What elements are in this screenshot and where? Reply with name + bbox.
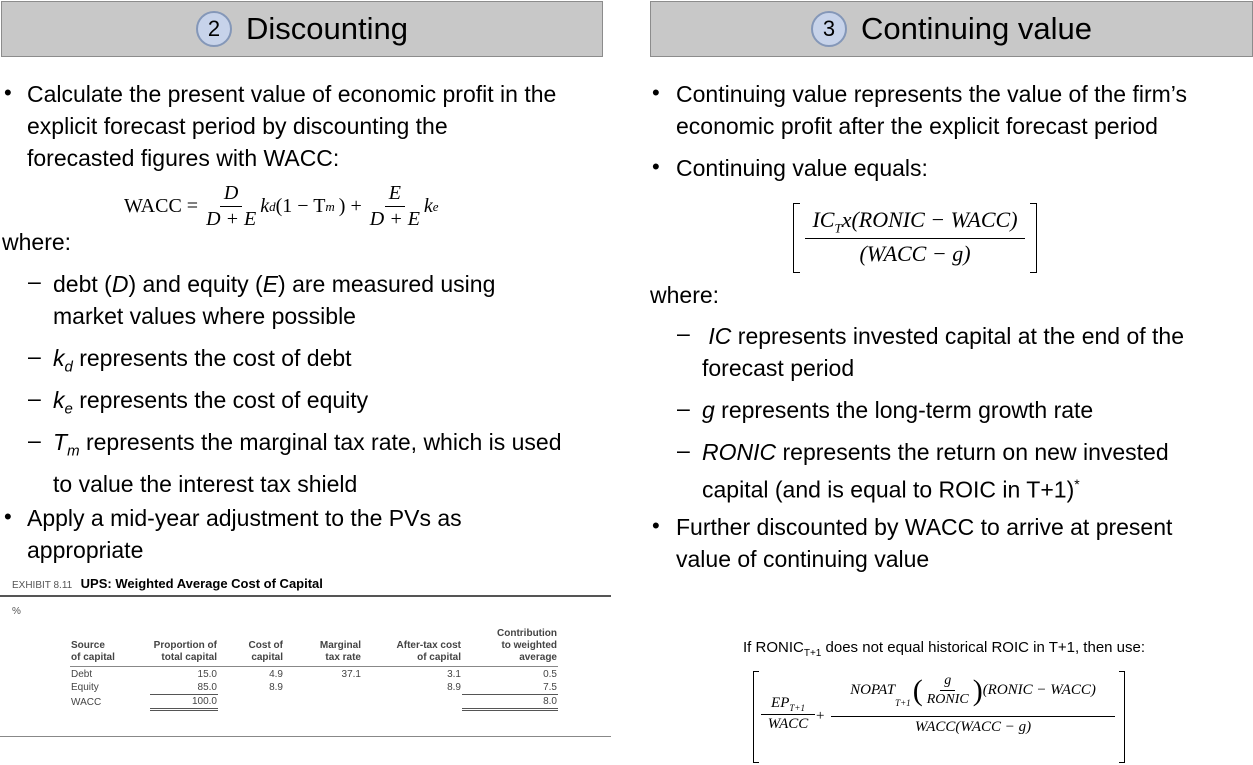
right-bracket	[1030, 203, 1037, 273]
table-cell: 7.5	[462, 681, 558, 695]
text-span: E	[262, 271, 279, 297]
left-bracket	[793, 203, 800, 273]
right-bullet-2: Continuing value equals:	[676, 155, 928, 181]
text-line: appropriate	[27, 537, 144, 563]
table-cell: Equity	[71, 682, 99, 694]
header-cell-line: Proportion of	[153, 640, 217, 651]
table-cell: 8.9	[447, 682, 461, 694]
left-dash-3	[53, 384, 368, 426]
kd-symbol: k	[260, 195, 270, 217]
right-dash-1	[702, 320, 1184, 384]
fraction-debt	[202, 182, 260, 231]
formula-lhs: WACC =	[124, 195, 199, 217]
g-over-ronic	[923, 673, 973, 708]
text-span: k	[53, 345, 65, 371]
header-cell-line: average	[519, 652, 557, 663]
text-span: D	[111, 271, 129, 297]
table-cell: Debt	[71, 669, 93, 680]
section-title: Continuing value	[861, 11, 1092, 46]
text-span: ) are measured using	[278, 271, 496, 297]
fraction-equity	[366, 182, 424, 231]
text-line: forecast period	[702, 355, 855, 381]
left-dash-1	[53, 268, 495, 332]
section-header-discounting	[1, 1, 603, 57]
text-span: If RONIC	[743, 639, 804, 656]
text-span: represents the cost of debt	[72, 345, 352, 371]
text-line: market values where possible	[53, 303, 356, 329]
bullet-dot: •	[4, 80, 12, 105]
text-span: T+1	[803, 648, 822, 659]
cv-numerator	[805, 207, 1025, 236]
left-bracket	[753, 671, 759, 763]
ep-fraction	[761, 695, 815, 733]
text-span: NOPAT	[850, 682, 896, 698]
right-dash-2	[702, 394, 1093, 426]
text-span: represents the long-term growth rate	[714, 397, 1094, 423]
dash-marker: –	[677, 320, 690, 346]
text-line	[702, 468, 1169, 506]
text-line: forecasted figures with WACC:	[27, 145, 340, 171]
header-cell-line: Marginal	[319, 640, 361, 651]
exhibit-table	[70, 627, 558, 711]
ke-symbol: k	[423, 195, 433, 217]
header-cell-line: total capital	[161, 652, 217, 663]
text-span: EP	[771, 695, 790, 711]
numerator: E	[385, 182, 405, 207]
header-cell-line: of capital	[417, 652, 461, 663]
header-cell-line: tax rate	[325, 652, 361, 663]
header-cell-line: to weighted	[501, 640, 557, 651]
continuing-value-formula	[793, 203, 1037, 271]
text-span: k	[53, 387, 65, 413]
header-cell-line: Source	[71, 640, 105, 651]
text-line: Continuing value represents the value of the firm’s	[676, 81, 1187, 107]
table-cell	[284, 681, 362, 695]
text-line: Further discounted by WACC to arrive at present	[676, 514, 1173, 540]
bullet-dot: •	[652, 154, 660, 179]
dash-marker: –	[677, 395, 690, 421]
adjusted-cv-formula	[753, 671, 1125, 763]
footnote-marker: *	[1074, 476, 1080, 492]
table-row	[70, 695, 558, 710]
text-line	[53, 426, 562, 468]
main-fraction-bar	[831, 716, 1115, 717]
formula-plus: +	[816, 708, 825, 724]
ke-sub: e	[432, 198, 439, 214]
exhibit-heading: UPS: Weighted Average Cost of Capital	[80, 576, 323, 591]
text-span: T+1	[789, 703, 805, 713]
text-span: T	[53, 429, 68, 455]
text-line	[53, 268, 495, 300]
text-span: d	[64, 358, 73, 376]
text-span: T	[834, 220, 842, 236]
text-span: represents the return on new invested	[776, 439, 1169, 465]
section-header-continuing-value	[650, 1, 1253, 57]
table-row	[70, 681, 558, 695]
exhibit-unit: %	[12, 606, 21, 617]
ep-numerator	[761, 695, 815, 713]
formula-paren: (1 − T	[275, 195, 326, 217]
text-span: represents the cost of equity	[72, 387, 369, 413]
text-span: IC	[708, 323, 732, 349]
numerator: g	[940, 673, 955, 691]
right-bracket	[1119, 671, 1125, 763]
table-cell	[218, 695, 284, 710]
table-cell: WACC	[71, 696, 102, 708]
dash-marker: –	[28, 427, 41, 453]
right-bullet-1	[676, 78, 1187, 142]
bullet-dot: •	[652, 80, 660, 105]
denominator: D + E	[206, 208, 257, 230]
text-span: RONIC	[702, 439, 777, 465]
table-cell	[362, 695, 462, 710]
header-cell-line: After-tax cost	[396, 640, 461, 651]
nopat-numerator: NOPAT $_{T+1}$ ( $\frac{g}{\text{RONIC}}$ ) (RONIC − WACC)	[850, 673, 1096, 708]
ronic-note	[743, 639, 1145, 659]
left-dash-4	[53, 426, 562, 500]
tm-sub: m	[325, 198, 335, 214]
dash-marker: –	[28, 268, 41, 294]
bullet-dot: •	[652, 513, 660, 538]
table-row	[70, 667, 558, 682]
table-cell: 4.9	[269, 669, 283, 680]
ep-denominator: WACC	[767, 716, 809, 732]
text-span: capital (and is equal to ROIC in T+1)	[702, 476, 1075, 503]
wacc-formula	[124, 182, 439, 231]
table-cell: 85.0	[150, 681, 218, 695]
right-dash-3	[702, 436, 1169, 506]
right-bullet-3	[676, 511, 1172, 575]
bullet-dot: •	[4, 504, 12, 529]
exhibit-top-rule	[0, 595, 611, 597]
text-span: does not equal historical ROIC in T+1, then use:	[821, 639, 1146, 656]
table-cell: 0.5	[543, 669, 557, 680]
text-line: explicit forecast period by discounting the	[27, 113, 448, 139]
table-cell: 8.9	[269, 682, 283, 694]
header-cell-line: Cost of	[248, 640, 283, 651]
text-span: e	[64, 400, 73, 418]
left-dash-2	[53, 342, 352, 384]
text-line: economic profit after the explicit forecast period	[676, 113, 1158, 139]
kd-sub: d	[269, 198, 276, 214]
text-span: represents the marginal tax rate, which is used	[79, 429, 562, 455]
table-cell: 8.0	[462, 695, 558, 710]
text-line: to value the interest tax shield	[53, 470, 358, 497]
table-cell: 37.1	[341, 669, 361, 680]
right-where: where:	[650, 282, 720, 308]
text-span: represents invested capital at the end of the	[731, 323, 1185, 349]
text-line: Apply a mid-year adjustment to the PVs as	[27, 505, 462, 531]
table-cell	[284, 695, 362, 710]
fraction-bar	[761, 714, 815, 715]
denominator: D + E	[369, 208, 420, 230]
text-span: g	[702, 397, 715, 423]
text-span: debt (	[53, 271, 112, 297]
header-cell-line: Contribution	[497, 628, 557, 639]
text-line	[702, 320, 1184, 352]
main-denominator: WACC(WACC − g)	[914, 719, 1032, 735]
section-number-badge: 2	[196, 11, 232, 47]
text-line	[702, 436, 1169, 468]
section-number-badge: 3	[811, 11, 847, 47]
header-cell-line: capital	[251, 652, 283, 663]
text-line: value of continuing value	[676, 546, 930, 572]
text-span: x(RONIC − WACC)	[841, 207, 1018, 232]
section-title: Discounting	[246, 11, 408, 46]
exhibit-title	[12, 575, 323, 593]
left-bullet-2	[27, 502, 462, 566]
left-bullet-1	[27, 78, 556, 174]
dash-marker: –	[677, 437, 690, 463]
exhibit-bottom-rule	[0, 736, 611, 737]
text-span: ) and equity (	[128, 271, 263, 297]
table-header-row	[70, 627, 558, 667]
fraction-bar	[805, 238, 1025, 239]
table-cell: 3.1	[447, 669, 461, 680]
dash-marker: –	[28, 385, 41, 411]
exhibit-label: EXHIBIT 8.11	[12, 580, 73, 591]
denominator: RONIC	[926, 692, 969, 707]
header-cell-line: of capital	[71, 652, 115, 663]
text-span: (RONIC − WACC)	[982, 682, 1096, 698]
text-span: T+1	[895, 698, 911, 708]
table-cell: 100.0	[150, 695, 218, 710]
table-cell: 15.0	[197, 669, 217, 680]
text-span: m	[67, 442, 80, 460]
dash-marker: –	[28, 343, 41, 369]
cv-denominator: (WACC − g)	[859, 241, 971, 266]
text-span: IC	[812, 207, 835, 232]
left-where: where:	[2, 229, 72, 255]
numerator: D	[220, 182, 242, 207]
text-line: Calculate the present value of economic profit in the	[27, 81, 557, 107]
formula-plus: ) +	[338, 195, 362, 217]
